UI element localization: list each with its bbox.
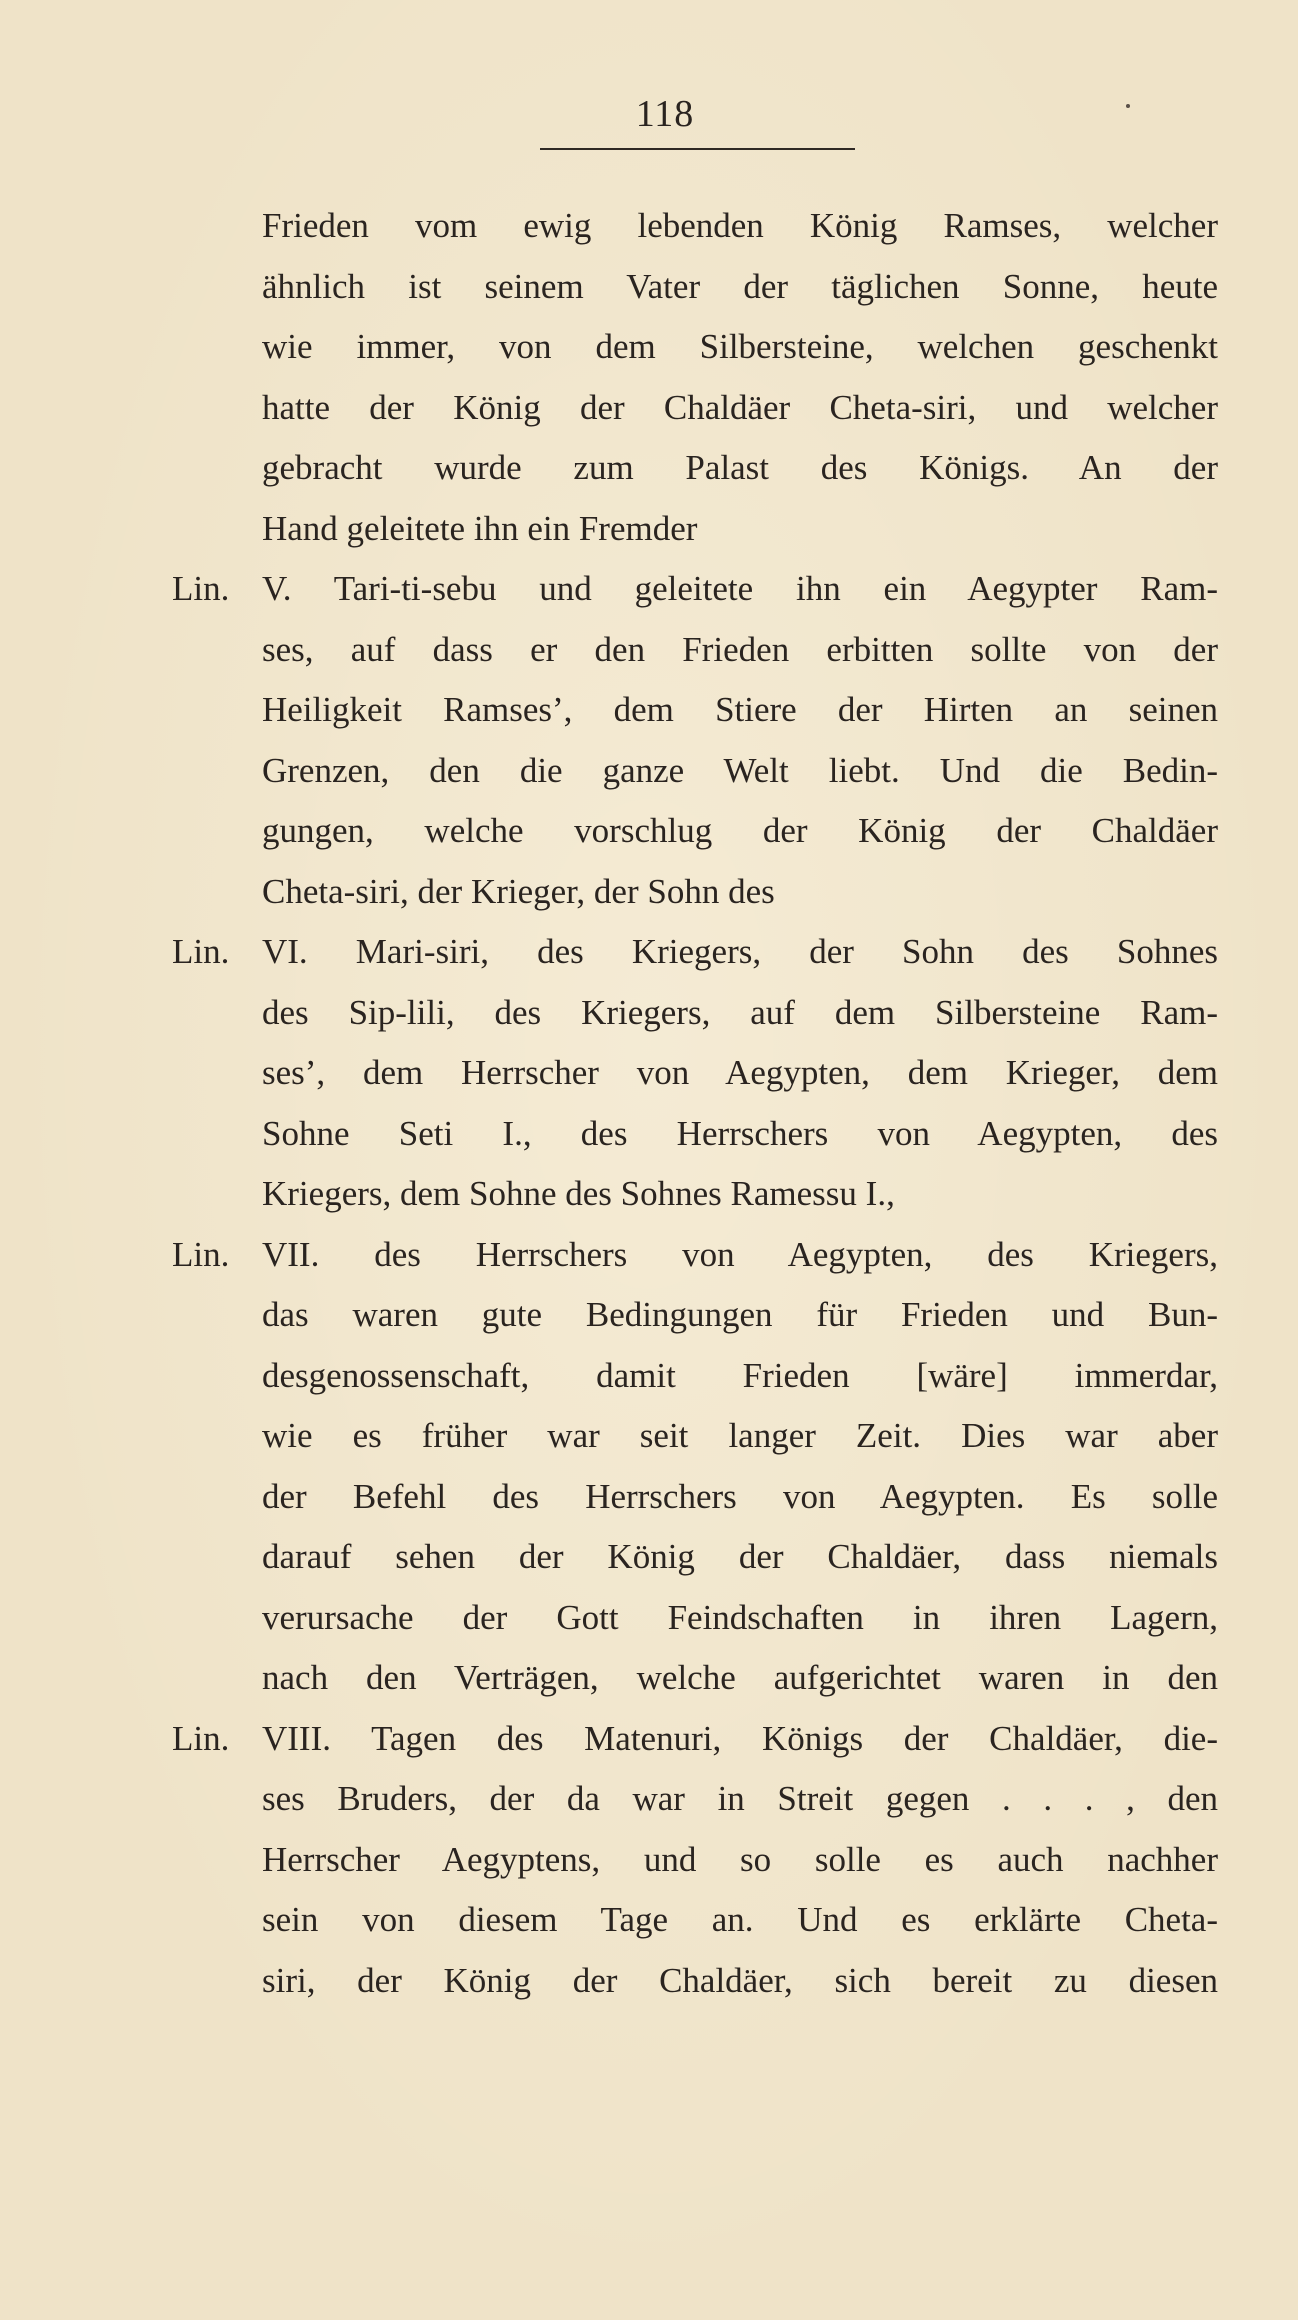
line-text: nach den Verträgen, welche aufgerichtet waren in den <box>262 1658 1218 1697</box>
line-text: Frieden vom ewig lebenden König Ramses, welcher <box>262 206 1218 245</box>
text-line <box>0 1043 1298 1104</box>
text-line <box>0 438 1298 499</box>
text-line <box>0 1467 1298 1528</box>
page-number: 118 <box>635 93 695 135</box>
line-marker: Lin. <box>172 1718 230 1758</box>
line-text: Cheta-siri, der Krieger, der Sohn des <box>262 871 775 911</box>
line-text: VI. Mari-siri, des Kriegers, der Sohn des Sohnes <box>262 932 1218 971</box>
line-text: ses Bruders, der da war in Streit gegen . . . , den <box>262 1779 1218 1818</box>
line-text: gungen, welche vorschlug der König der Chaldäer <box>262 811 1218 850</box>
line-text: das waren gute Bedingungen für Frieden und Bun- <box>262 1295 1218 1334</box>
text-line <box>0 1406 1298 1467</box>
text-line <box>0 1769 1298 1830</box>
text-line <box>0 317 1298 378</box>
text-line <box>0 196 1298 257</box>
text-line <box>0 378 1298 439</box>
text-line <box>0 1648 1298 1709</box>
line-text: Heiligkeit Ramses’, dem Stiere der Hirten an seinen <box>262 690 1218 729</box>
text-line <box>0 499 1298 560</box>
text-line <box>0 1285 1298 1346</box>
text-line <box>0 1709 1298 1770</box>
line-text: wie immer, von dem Silbersteine, welchen geschenkt <box>262 327 1218 366</box>
line-marker: Lin. <box>172 1234 230 1274</box>
text-line <box>0 922 1298 983</box>
line-marker: Lin. <box>172 932 230 971</box>
ink-speck <box>1126 104 1130 108</box>
text-line <box>0 257 1298 318</box>
line-text: ähnlich ist seinem Vater der täglichen Sonne, heute <box>262 266 1218 306</box>
line-text: Grenzen, den die ganze Welt liebt. Und die Bedin- <box>262 750 1218 790</box>
line-text: der Befehl des Herrschers von Aegypten. Es solle <box>262 1476 1218 1516</box>
line-text: Sohne Seti I., des Herrschers von Aegypten, des <box>262 1113 1218 1153</box>
text-line <box>0 1890 1298 1951</box>
text-line <box>0 801 1298 862</box>
line-text: wie es früher war seit langer Zeit. Dies war aber <box>262 1416 1218 1455</box>
text-line <box>0 862 1298 923</box>
header-rule <box>540 148 855 150</box>
line-text: VII. des Herrschers von Aegypten, des Kriegers, <box>262 1234 1218 1274</box>
text-line <box>0 1951 1298 2012</box>
line-text: Hand geleitete ihn ein Fremder <box>262 508 698 548</box>
body-text <box>0 196 1298 2011</box>
line-text: ses, auf dass er den Frieden erbitten sollte von der <box>262 629 1218 669</box>
text-line <box>0 1830 1298 1891</box>
text-line <box>0 1588 1298 1649</box>
line-text: sein von diesem Tage an. Und es erklärte Cheta- <box>262 1900 1218 1939</box>
text-line <box>0 620 1298 681</box>
line-text: verursache der Gott Feindschaften in ihren Lagern, <box>262 1597 1218 1637</box>
line-text: darauf sehen der König der Chaldäer, dass niemals <box>262 1537 1218 1576</box>
line-text: gebracht wurde zum Palast des Königs. An der <box>262 448 1218 487</box>
line-text: Kriegers, dem Sohne des Sohnes Ramessu I., <box>262 1174 895 1213</box>
text-line <box>0 1164 1298 1225</box>
line-text: Herrscher Aegyptens, und so solle es auch nachher <box>262 1839 1218 1879</box>
line-text: VIII. Tagen des Matenuri, Königs der Chaldäer, die- <box>262 1718 1218 1758</box>
line-text: desgenossenschaft, damit Frieden [wäre] immerdar, <box>262 1355 1218 1395</box>
line-text: V. Tari-ti-sebu und geleitete ihn ein Aegypter Ram- <box>262 569 1218 608</box>
text-line <box>0 741 1298 802</box>
line-text: ses’, dem Herrscher von Aegypten, dem Krieger, dem <box>262 1053 1218 1092</box>
text-line <box>0 1225 1298 1286</box>
text-line <box>0 983 1298 1044</box>
line-text: des Sip-lili, des Kriegers, auf dem Silbersteine Ram- <box>262 992 1218 1032</box>
text-line <box>0 559 1298 620</box>
text-line <box>0 1346 1298 1407</box>
line-marker: Lin. <box>172 569 230 608</box>
text-line <box>0 1527 1298 1588</box>
line-text: hatte der König der Chaldäer Cheta-siri, und welcher <box>262 387 1218 427</box>
text-line <box>0 680 1298 741</box>
text-line <box>0 1104 1298 1165</box>
line-text: siri, der König der Chaldäer, sich bereit zu diesen <box>262 1960 1218 2000</box>
